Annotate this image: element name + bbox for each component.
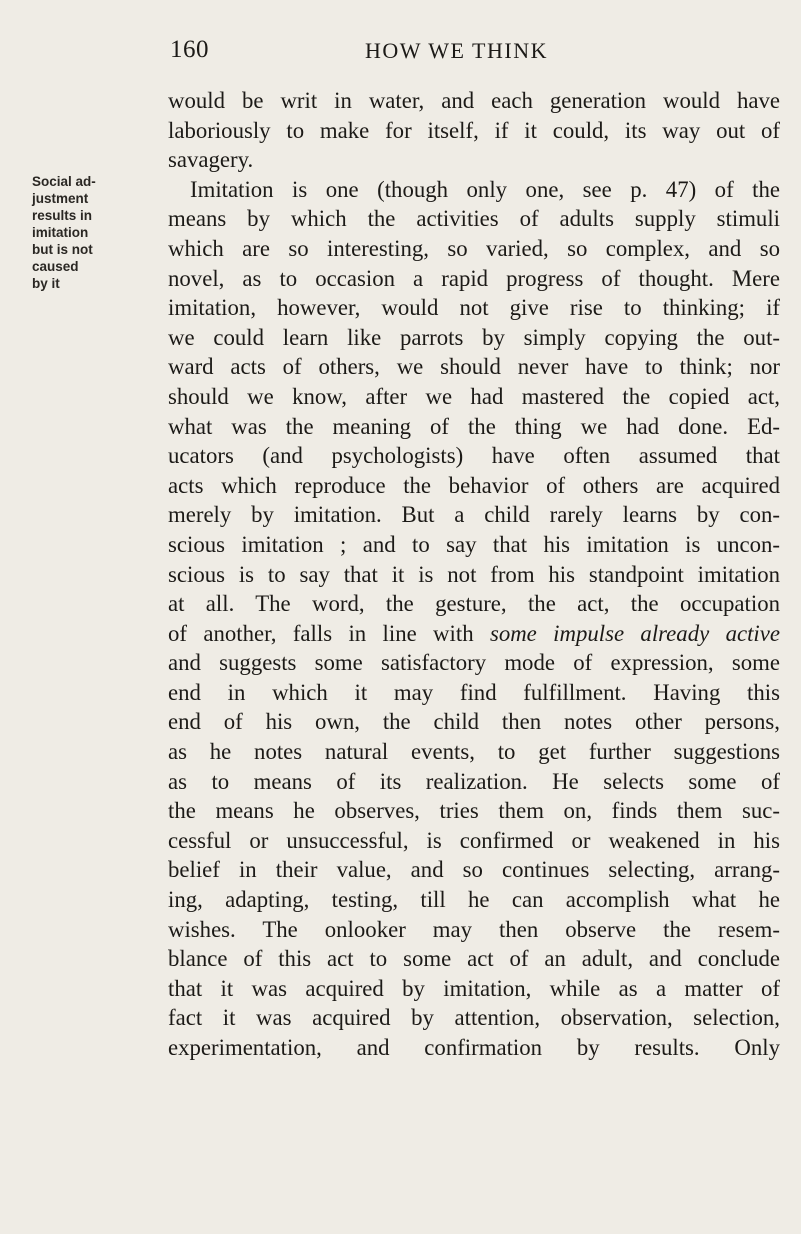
margin-note-line: by it xyxy=(32,276,60,291)
text-line: as to means of its realization. He selects some of xyxy=(168,768,780,794)
body-text xyxy=(168,86,780,1063)
text-line: would be writ in water, and each generation would have xyxy=(168,88,780,113)
text-line: end in which it may find fulfillment. Having this xyxy=(168,679,780,705)
page-header xyxy=(0,36,801,72)
margin-note-line: imitation xyxy=(32,225,89,240)
text-line: means by which the activities of adults supply stimuli xyxy=(168,206,780,232)
text-line: laboriously to make for itself, if it could, its way out of xyxy=(168,117,780,143)
italic-phrase: some impulse already active xyxy=(489,620,780,646)
text-line: belief in their value, and so continues selecting, arrang- xyxy=(168,857,780,883)
text-line: fact it was acquired by attention, observation, selection, xyxy=(168,1005,780,1031)
margin-note-line: justment xyxy=(32,191,89,206)
text-line: blance of this act to some act of an adult, and conclude xyxy=(168,946,780,972)
text-line: acts which reproduce the behavior of others are acquired xyxy=(168,472,780,498)
text-line: we could learn like parrots by simply copying the out- xyxy=(168,324,780,350)
text-segment: of another, falls in line with xyxy=(168,620,490,646)
text-line: that it was acquired by imitation, while as a matter of xyxy=(168,975,780,1001)
text-line: cessful or unsuccessful, is confirmed or weakened in his xyxy=(168,827,780,853)
text-line: imitation, however, would not give rise to thinking; if xyxy=(168,295,780,321)
text-line: and suggests some satisfactory mode of expression, some xyxy=(168,650,780,676)
margin-note-line: Social ad- xyxy=(32,174,96,189)
text-line: ucators (and psychologists) have often assumed that xyxy=(168,443,780,469)
text-line: scious imitation ; and to say that his imitation is uncon- xyxy=(168,531,780,557)
paragraph-start-line: Imitation is one (though only one, see p. 47) of the xyxy=(190,176,780,202)
text-line: the means he observes, tries them on, finds them suc- xyxy=(168,798,780,824)
text-line: savagery. xyxy=(168,147,254,173)
margin-note-line: results in xyxy=(32,208,93,223)
page-number: 160 xyxy=(170,36,209,63)
text-line-with-italic xyxy=(168,619,780,649)
text-line: ward acts of others, we should never have to think; nor xyxy=(168,354,780,380)
text-line: scious is to say that it is not from his standpoint imitation xyxy=(168,561,780,587)
text-line: novel, as to occasion a rapid progress of thought. Mere xyxy=(168,265,780,291)
text-line: as he notes natural events, to get further suggestions xyxy=(168,739,780,765)
text-line: experimentation, and confirmation by results. Only xyxy=(168,1035,780,1060)
margin-note-line: caused xyxy=(32,259,79,274)
margin-note-line: but is not xyxy=(32,242,93,257)
running-head: HOW WE THINK xyxy=(365,38,548,63)
text-line: what was the meaning of the thing we had done. Ed- xyxy=(168,413,780,439)
text-line: which are so interesting, so varied, so complex, and so xyxy=(168,235,780,261)
text-line: merely by imitation. But a child rarely learns by con- xyxy=(168,502,780,528)
text-line: at all. The word, the gesture, the act, the occupation xyxy=(168,591,780,617)
text-line: should we know, after we had mastered the copied act, xyxy=(168,383,780,409)
text-line: end of his own, the child then notes other persons, xyxy=(168,709,780,735)
margin-note xyxy=(32,173,122,292)
text-line: ing, adapting, testing, till he can accomplish what he xyxy=(168,887,780,913)
text-line: wishes. The onlooker may then observe the resem- xyxy=(168,916,780,942)
